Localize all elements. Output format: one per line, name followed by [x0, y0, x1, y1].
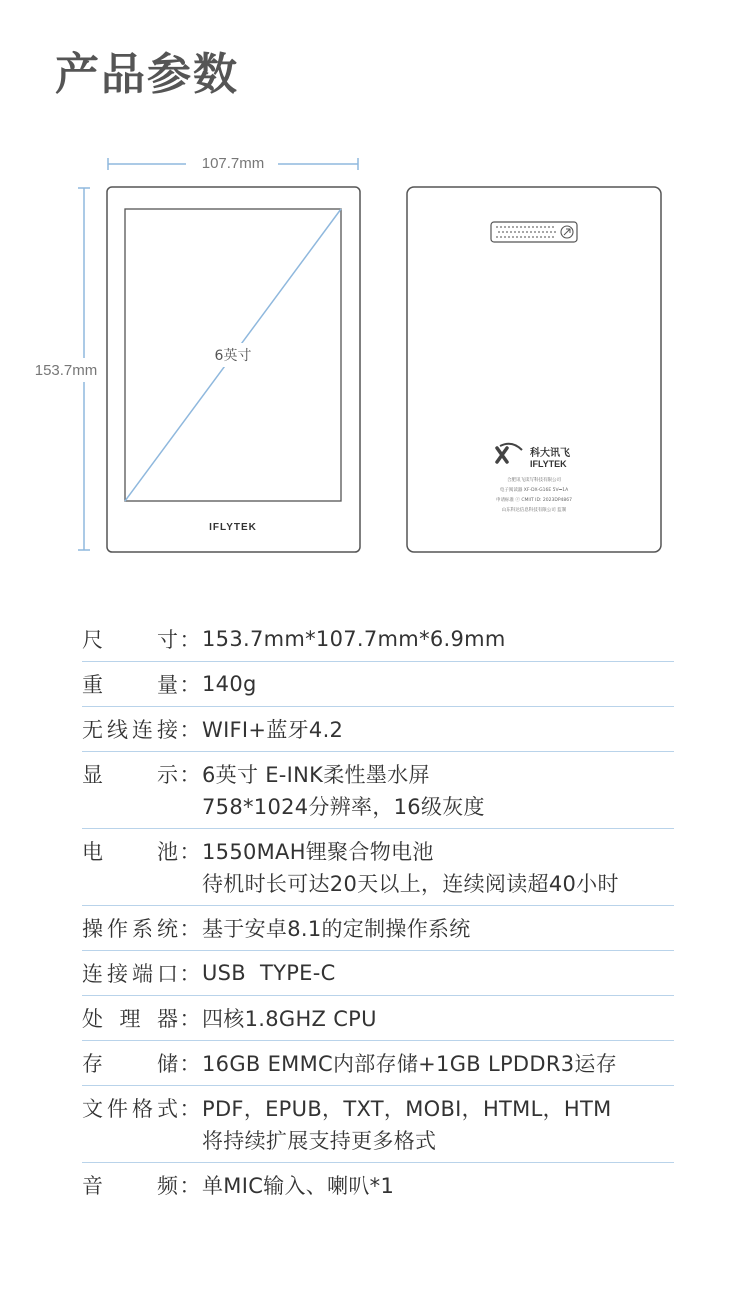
screen-size-label: 6英寸 [214, 348, 252, 364]
front-logo: IFLYTEK [209, 522, 257, 533]
back-logo-cn: 科大讯飞 [530, 448, 570, 459]
spec-label: 无线连接 [82, 718, 178, 742]
spec-value: 16GB EMMC内部存储+1GB LPDDR3运存 [202, 1052, 618, 1076]
spec-label: 操作系统 [82, 917, 178, 941]
spec-label: 存储 [82, 1052, 178, 1076]
spec-value-continued: 将持续扩展支持更多格式 [202, 1129, 437, 1153]
spec-row-size [82, 617, 674, 662]
spec-row-battery [82, 829, 674, 906]
spec-value: WIFI+蓝牙4.2 [202, 718, 344, 742]
spec-colon: ： [179, 917, 201, 941]
spec-row-formats [82, 1086, 674, 1163]
spec-label: 尺寸 [82, 628, 178, 652]
spec-value: 基于安卓8.1的定制操作系统 [202, 917, 471, 941]
spec-colon: ： [179, 628, 201, 652]
spec-row-audio [82, 1163, 674, 1207]
spec-label: 文件格式 [82, 1097, 178, 1121]
back-logo-en: IFLYTEK [530, 459, 567, 469]
spec-colon: ： [179, 1052, 201, 1076]
width-label: 107.7mm [201, 155, 265, 172]
spec-value: 6英寸 E-INK柔性墨水屏 [202, 763, 430, 787]
spec-row-os [82, 906, 674, 951]
spec-value: 1550MAH锂聚合物电池 [202, 840, 434, 864]
spec-value-continued: 758*1024分辨率，16级灰度 [202, 795, 485, 819]
spec-colon: ： [179, 763, 201, 787]
spec-colon: ： [179, 718, 201, 742]
spec-colon: ： [179, 1174, 201, 1198]
height-label: 153.7mm [34, 362, 98, 379]
back-label-line-3: 申请标准 ⓒ CMIIT ID: 2023DP4867 [495, 498, 573, 503]
device-front [107, 187, 360, 552]
back-label-line-2: 电子阅读器 XF-DX-G16E 5V⎓1A [499, 488, 569, 493]
spec-label: 处理器 [82, 1007, 178, 1031]
back-label-line-4: 山东科达信息科技有限公司 监制 [501, 508, 567, 513]
spec-value: PDF，EPUB，TXT，MOBI，HTML，HTM [202, 1097, 612, 1121]
spec-row-processor [82, 996, 674, 1041]
spec-row-port [82, 951, 674, 996]
spec-label: 显示 [82, 763, 178, 787]
spec-row-wireless [82, 707, 674, 752]
spec-row-weight [82, 662, 674, 707]
device-back [407, 187, 661, 552]
page-title: 产品参数 [55, 49, 239, 100]
spec-colon: ： [179, 1007, 201, 1031]
spec-label: 音频 [82, 1174, 178, 1198]
spec-value: 四核1.8GHZ CPU [202, 1007, 377, 1031]
spec-colon: ： [179, 673, 201, 697]
spec-value: 140g [202, 672, 257, 696]
spec-value: 153.7mm*107.7mm*6.9mm [202, 627, 506, 651]
spec-label: 电池 [82, 840, 178, 864]
back-label-line-1: 合肥讯飞读写科技有限公司 [507, 478, 561, 483]
spec-colon: ： [179, 962, 201, 986]
spec-label: 连接端口 [82, 962, 178, 986]
spec-value: 单MIC输入、喇叭*1 [202, 1174, 395, 1198]
device-diagram [0, 140, 750, 570]
spec-row-storage [82, 1041, 674, 1086]
spec-row-display [82, 752, 674, 829]
spec-table [82, 617, 674, 1207]
spec-colon: ： [179, 840, 201, 864]
spec-value-continued: 待机时长可达20天以上，连续阅读超40小时 [202, 872, 619, 896]
spec-label: 重量 [82, 673, 178, 697]
spec-value: USB TYPE-C [202, 961, 336, 985]
spec-colon: ： [179, 1097, 201, 1121]
